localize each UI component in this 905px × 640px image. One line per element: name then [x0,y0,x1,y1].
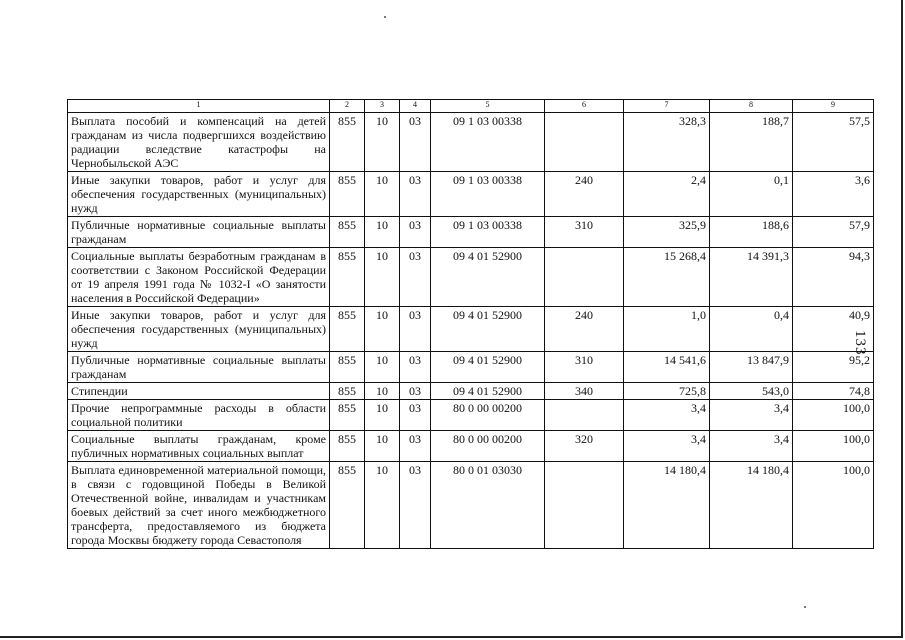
row-section: 10 [365,462,400,549]
row-value-8: 3,4 [710,400,793,431]
row-subsection: 03 [400,400,431,431]
row-code-admin: 855 [330,113,365,172]
row-value-8: 3,4 [710,431,793,462]
scan-speck [384,16,386,18]
row-target-article: 09 1 03 00338 [431,217,545,248]
row-section: 10 [365,307,400,352]
row-value-9: 94,3 [793,248,874,307]
row-value-7: 1,0 [624,307,710,352]
row-target-article: 80 0 01 03030 [431,462,545,549]
col-header-2: 2 [330,100,365,113]
row-code-admin: 855 [330,431,365,462]
row-name: Стипендии [68,383,330,400]
row-expense-type: 240 [545,172,624,217]
table-row [68,462,874,549]
row-expense-type: 320 [545,431,624,462]
row-name: Публичные нормативные социальные выплаты гражданам [68,217,330,248]
col-header-3: 3 [365,100,400,113]
row-code-admin: 855 [330,307,365,352]
row-value-7: 725,8 [624,383,710,400]
row-value-7: 3,4 [624,400,710,431]
row-expense-type: 240 [545,307,624,352]
row-expense-type: 310 [545,352,624,383]
col-header-5: 5 [431,100,545,113]
row-value-8: 13 847,9 [710,352,793,383]
col-header-9: 9 [793,100,874,113]
table-row [68,217,874,248]
row-value-9: 100,0 [793,400,874,431]
budget-table [67,99,874,549]
row-target-article: 80 0 00 00200 [431,400,545,431]
table-row [68,113,874,172]
row-code-admin: 855 [330,352,365,383]
row-subsection: 03 [400,352,431,383]
row-section: 10 [365,383,400,400]
table-row [68,248,874,307]
row-value-8: 543,0 [710,383,793,400]
row-section: 10 [365,217,400,248]
row-value-7: 2,4 [624,172,710,217]
row-code-admin: 855 [330,172,365,217]
row-target-article: 09 4 01 52900 [431,307,545,352]
row-expense-type: 310 [545,217,624,248]
table-row [68,400,874,431]
table-row [68,307,874,352]
row-value-9: 57,5 [793,113,874,172]
row-target-article: 09 4 01 52900 [431,352,545,383]
row-value-9: 95,2 [793,352,874,383]
col-header-1: 1 [68,100,330,113]
row-value-8: 188,6 [710,217,793,248]
row-value-7: 3,4 [624,431,710,462]
row-value-7: 15 268,4 [624,248,710,307]
col-header-8: 8 [710,100,793,113]
row-section: 10 [365,172,400,217]
row-value-7: 14 541,6 [624,352,710,383]
row-target-article: 80 0 00 00200 [431,431,545,462]
col-header-6: 6 [545,100,624,113]
row-subsection: 03 [400,307,431,352]
row-value-9: 40,9 [793,307,874,352]
table-row [68,352,874,383]
row-value-9: 3,6 [793,172,874,217]
row-name: Социальные выплаты гражданам, кроме публичных нормативных социальных выплат [68,431,330,462]
row-name: Социальные выплаты безработным гражданам в соответствии с Законом Российской Федерации от 19 апреля 1991 года № 1032-I «О занятости населения в Российской Федерации» [68,248,330,307]
row-name: Публичные нормативные социальные выплаты гражданам [68,352,330,383]
table-row [68,431,874,462]
row-section: 10 [365,113,400,172]
row-value-8: 14 391,3 [710,248,793,307]
row-value-8: 188,7 [710,113,793,172]
row-target-article: 09 1 03 00338 [431,172,545,217]
row-subsection: 03 [400,383,431,400]
table-row [68,383,874,400]
row-section: 10 [365,400,400,431]
row-code-admin: 855 [330,217,365,248]
col-header-7: 7 [624,100,710,113]
col-header-4: 4 [400,100,431,113]
row-value-9: 100,0 [793,462,874,549]
scan-speck [804,606,806,608]
row-name: Иные закупки товаров, работ и услуг для обеспечения государственных (муниципальных) нужд [68,172,330,217]
row-target-article: 09 4 01 52900 [431,383,545,400]
row-value-7: 328,3 [624,113,710,172]
row-section: 10 [365,248,400,307]
row-section: 10 [365,352,400,383]
row-expense-type [545,400,624,431]
row-expense-type [545,248,624,307]
row-name: Выплата единовременной материальной помощи, в связи с годовщиной Победы в Великой Отечественной войне, инвалидам и участникам боевых действий за счет иного межбюджетного трансферта, предоставляемого из бюджета города Москвы бюджету города Севастополя [68,462,330,549]
row-target-article: 09 4 01 52900 [431,248,545,307]
row-subsection: 03 [400,431,431,462]
row-target-article: 09 1 03 00338 [431,113,545,172]
row-value-9: 100,0 [793,431,874,462]
header-row [68,100,874,113]
row-section: 10 [365,431,400,462]
row-value-9: 57,9 [793,217,874,248]
row-subsection: 03 [400,462,431,549]
row-expense-type [545,462,624,549]
row-name: Иные закупки товаров, работ и услуг для обеспечения государственных (муниципальных) нужд [68,307,330,352]
row-value-7: 325,9 [624,217,710,248]
row-value-8: 0,1 [710,172,793,217]
row-subsection: 03 [400,172,431,217]
row-name: Выплата пособий и компенсаций на детей гражданам из числа подвергшихся воздействию радиации вследствие катастрофы на Чернобыльской АЭС [68,113,330,172]
row-value-7: 14 180,4 [624,462,710,549]
row-subsection: 03 [400,113,431,172]
row-value-8: 0,4 [710,307,793,352]
row-code-admin: 855 [330,383,365,400]
row-expense-type: 340 [545,383,624,400]
page-number: 133 [852,330,868,356]
row-subsection: 03 [400,217,431,248]
row-value-8: 14 180,4 [710,462,793,549]
row-name: Прочие непрограммные расходы в области социальной политики [68,400,330,431]
table-row [68,172,874,217]
row-code-admin: 855 [330,248,365,307]
row-code-admin: 855 [330,400,365,431]
row-subsection: 03 [400,248,431,307]
row-code-admin: 855 [330,462,365,549]
row-expense-type [545,113,624,172]
row-value-9: 74,8 [793,383,874,400]
